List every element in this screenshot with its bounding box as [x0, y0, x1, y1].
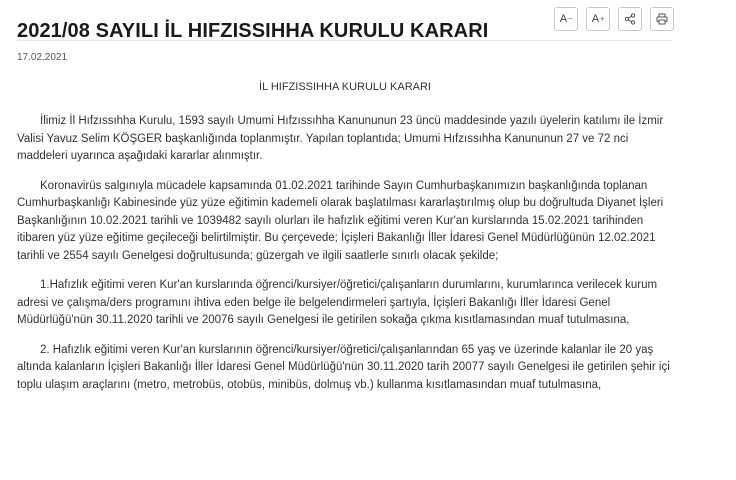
font-decrease-label: A — [559, 13, 568, 25]
article-date: 17.02.2021 — [17, 52, 68, 63]
article-paragraph: 2. Hafızlık eğitimi veren Kur'an kurslarının öğrenci/kursiyer/öğretici/çalışanlarından 65 yaş ve üzerinde kalanlar ile 20 yaş altında kalanların İçişleri Bakanlığı İller İdaresi Genel Müdürlüğü'nün 30.11.2020 tarih 20077 sayılı Genelgesi ile getirilen şehir içi toplu ulaşım araçlarını (metro, metrobüs, otobüs, minibüs, dolmuş vb.) kullanma kısıtlamasından muaf tutulmasına, — [17, 343, 670, 391]
print-button[interactable] — [650, 7, 674, 31]
font-increase-button[interactable] — [586, 7, 610, 31]
print-icon — [656, 13, 668, 25]
article-body — [17, 113, 677, 406]
article-paragraph: İlimiz İl Hıfzıssıhha Kurulu, 1593 sayılı Umumi Hıfzıssıhha Kanununun 23 üncü maddesinde yazılı üyelerin katılımı ile İzmir Valisi Yavuz Selim KÖŞGER başkanlığında toplanmıştır. Yapılan toplantıda; Umumi Hıfzıssıhha Kanununun 27 ve 72 nci maddeleri uyarınca aşağıdaki kararlar alınmıştır. — [17, 115, 664, 162]
share-icon — [624, 13, 636, 25]
font-increase-label: A — [591, 13, 600, 25]
minus-icon: − — [568, 15, 573, 23]
plus-icon: + — [600, 15, 605, 23]
article-toolbar — [554, 7, 674, 31]
article-paragraph: 1.Hafızlık eğitimi veren Kur'an kurslarında öğrenci/kursiyer/öğretici/çalışanların durumlarını, kurumlarınca verilecek kurum adresi ve çalışma/ders programını ihtiva eden belge ile belgelendirmeleri şartıyla, İçişleri Bakanlığı İller İdaresi Genel Müdürlüğü'nün 30.11.2020 tarihli ve 20076 sayılı Genelgesi ile getirilen sokağa çıkma kısıtlamasından muaf tutulmasına, — [17, 279, 658, 326]
title-divider — [17, 40, 673, 41]
decision-heading: İL HIFZISSIHHA KURULU KARARI — [259, 81, 431, 93]
font-decrease-button[interactable] — [554, 7, 578, 31]
article-title: 2021/08 SAYILI İL HIFZISSIHHA KURULU KARARI — [17, 20, 489, 43]
share-button[interactable] — [618, 7, 642, 31]
article-paragraph: Koronavirüs salgınıyla mücadele kapsamında 01.02.2021 tarihinde Sayın Cumhurbaşkanımızın başkanlığında toplanan Cumhurbaşkanlığı Kabinesinde yüz yüze eğitimin kademeli olarak başlatılması kararlaştırılmış olup bu doğrultuda Diyanet İşleri Başkanlığının 10.02.2021 tarihli ve 1039482 sayılı olurları ile hafızlık eğitimi veren Kur'an kurslarında 15.02.2021 tarihinden itibaren yüz yüze eğitime geçileceği belirtilmiştir. Bu çerçevede; İçişleri Bakanlığı İller İdaresi Genel Müdürlüğünün 12.02.2021 tarihli ve 2554 sayılı Genelgesi doğrultusunda; güzergah ve ilgili saatlerle sınırlı olacak şekilde; — [17, 179, 664, 262]
